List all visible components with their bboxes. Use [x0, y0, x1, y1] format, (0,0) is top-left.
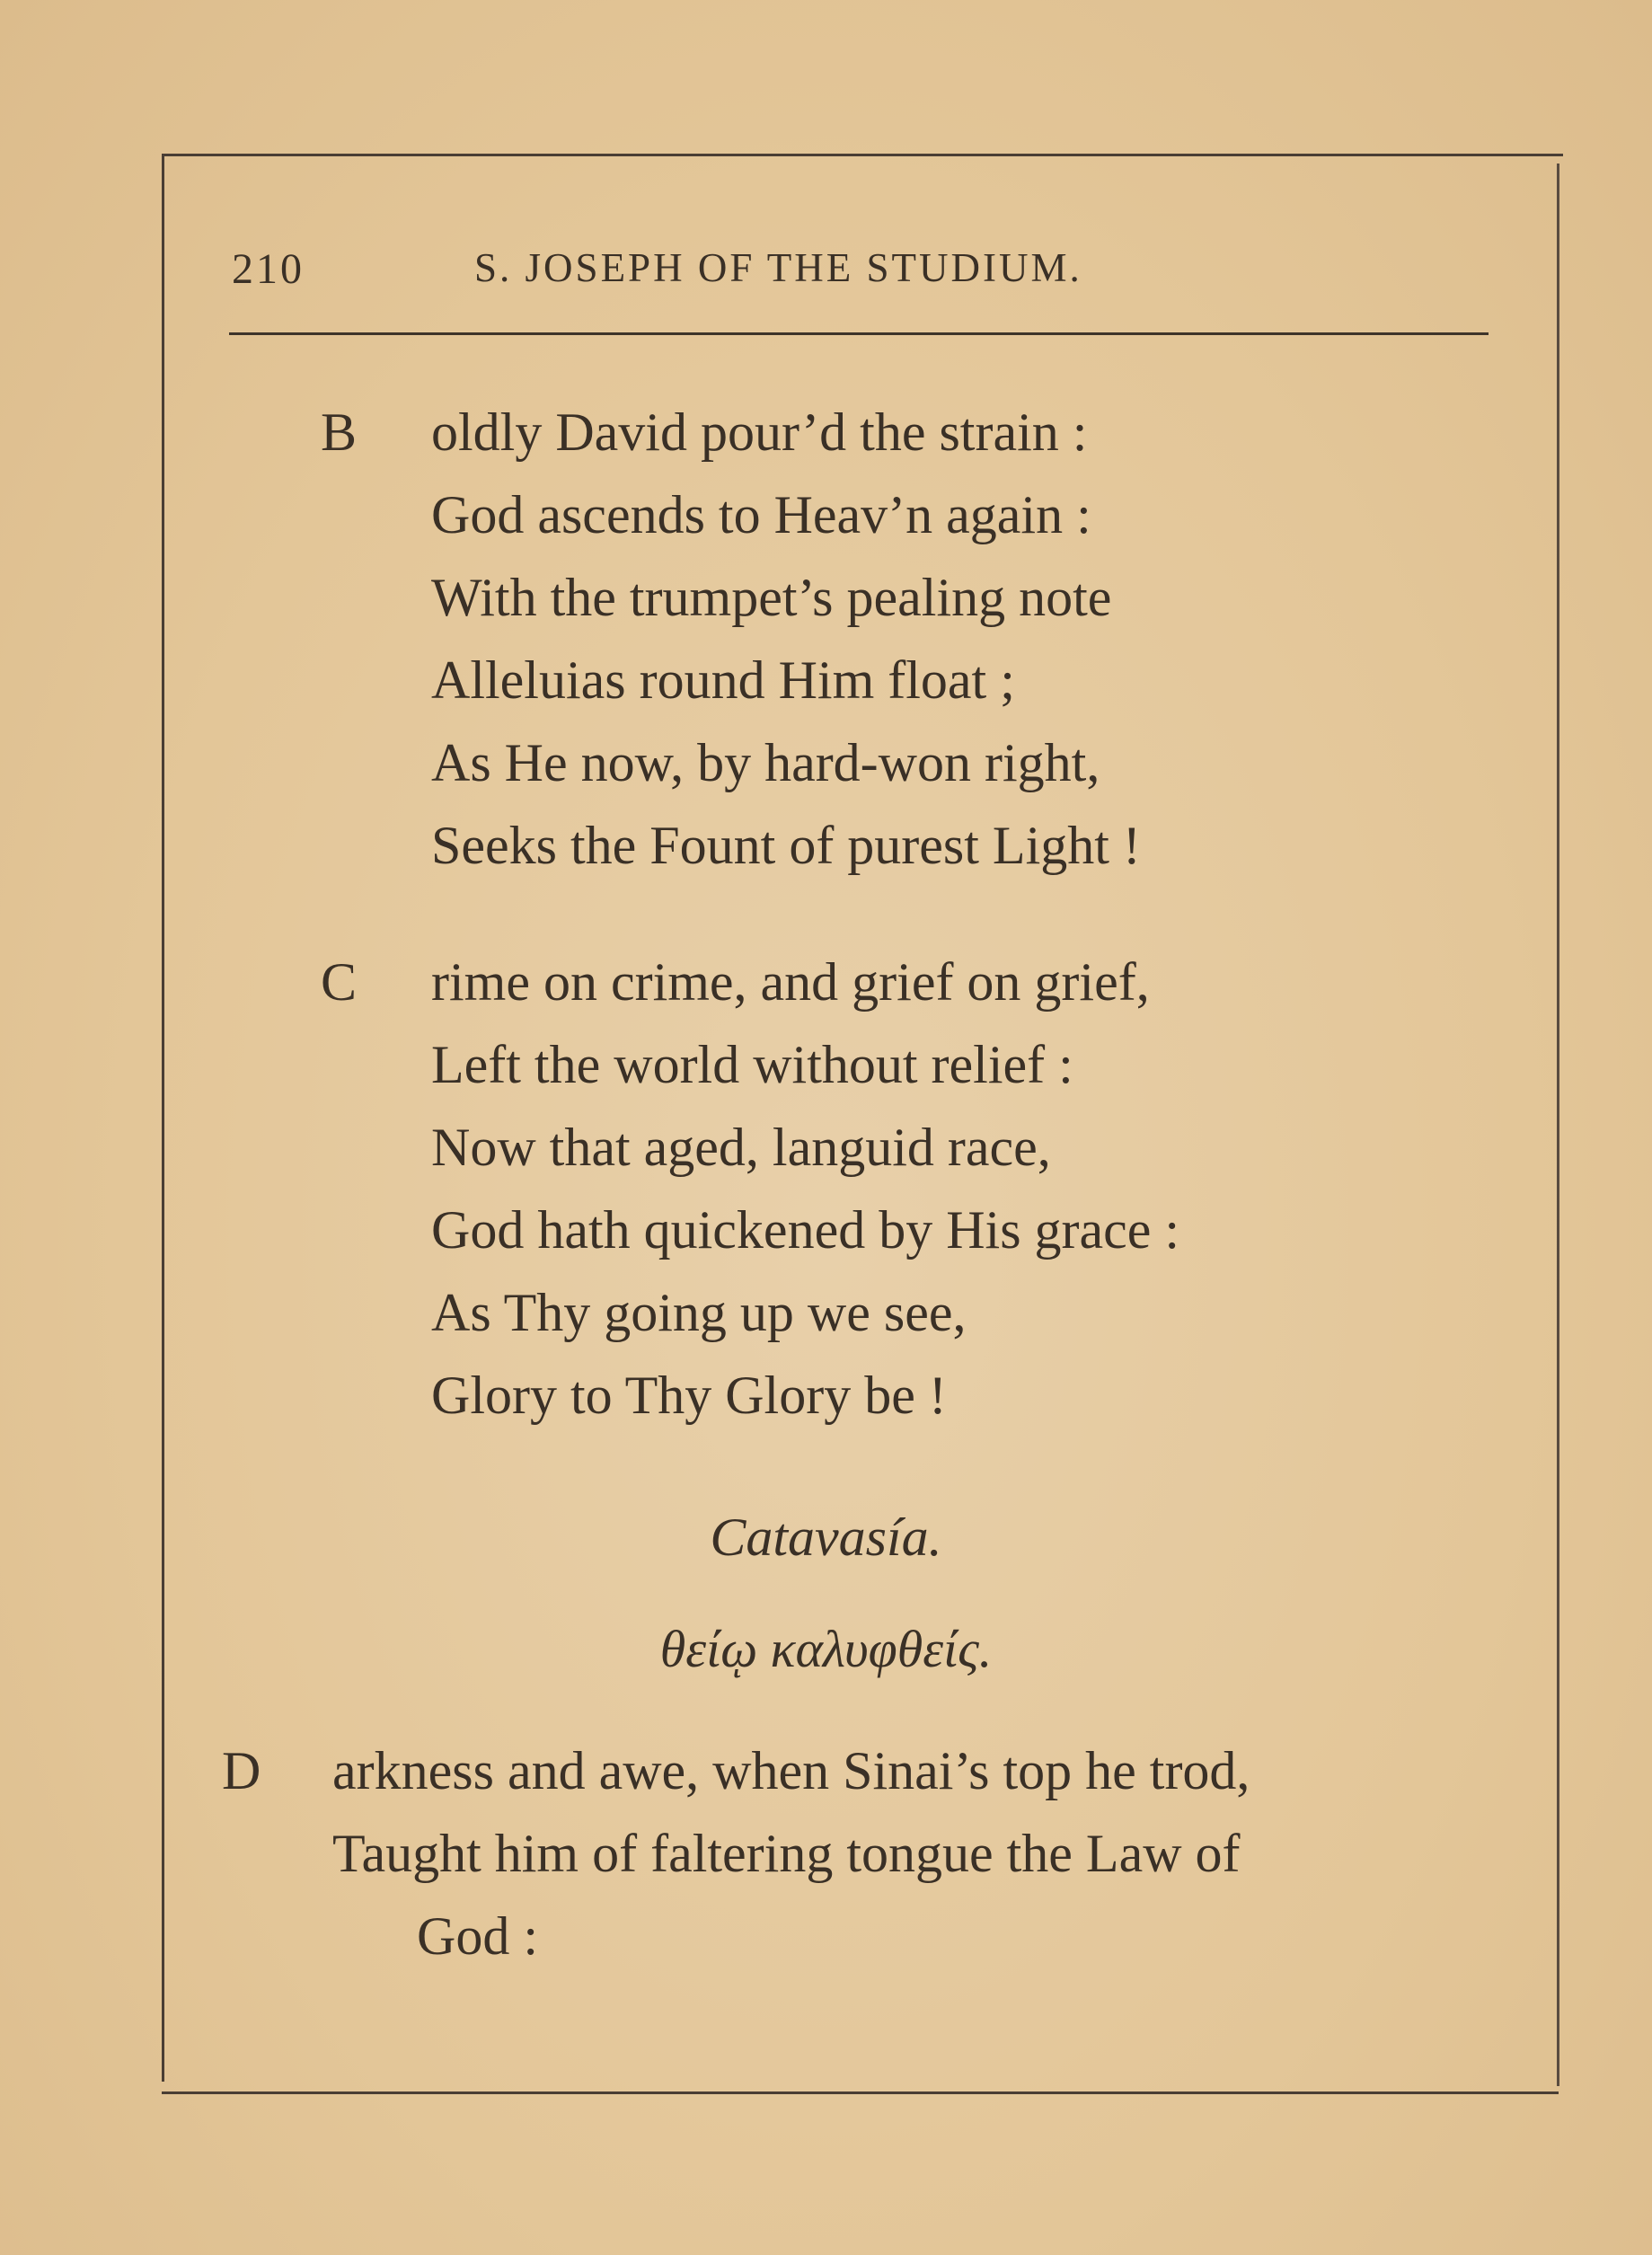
page-frame-bottom-rule: [162, 2091, 1559, 2094]
page-frame-top-rule: [162, 154, 1563, 156]
verse-line: Now that aged, languid race,: [431, 1118, 1051, 1177]
running-head-rule: [229, 332, 1489, 335]
verse-line: As He now, by hard-won right,: [431, 733, 1100, 792]
verse-line: God :: [417, 1906, 538, 1966]
verse-line: rime on crime, and grief on grief,: [431, 952, 1150, 1012]
stanza-d-initial: D: [222, 1741, 261, 1800]
verse-line: God hath quickened by His grace :: [431, 1200, 1180, 1260]
stanza-b: [431, 391, 1141, 887]
verse-line: Left the world without relief :: [431, 1035, 1073, 1094]
verse-line: oldly David pour’d the strain :: [431, 402, 1088, 462]
page-number: 210: [232, 245, 305, 293]
stanza-c-initial: C: [321, 952, 358, 1012]
verse-line: Alleluias round Him float ;: [431, 650, 1015, 710]
verse-line: As Thy going up we see,: [431, 1283, 967, 1342]
page-frame-left-rule: [162, 154, 164, 2082]
catavasia-greek-incipit: θείῳ καλυφθείς.: [659, 1620, 993, 1678]
verse-line: God ascends to Heav’n again :: [431, 485, 1091, 544]
verse-line: With the trumpet’s pealing note: [431, 568, 1112, 627]
catavasia-title: Catavasía.: [710, 1508, 942, 1567]
verse-line: Taught him of faltering tongue the Law of: [332, 1824, 1241, 1883]
stanza-b-initial: B: [321, 402, 358, 462]
page-frame-right-rule: [1557, 164, 1559, 2086]
running-head: [232, 244, 1400, 298]
verse-line: Seeks the Fount of purest Light !: [431, 816, 1141, 875]
verse-line: arkness and awe, when Sinai’s top he trod,: [332, 1741, 1250, 1800]
stanza-d: [332, 1729, 1250, 1977]
stanza-c: [431, 941, 1179, 1437]
running-head-title: S. JOSEPH OF THE STUDIUM.: [474, 245, 1082, 290]
verse-line: Glory to Thy Glory be !: [431, 1366, 947, 1425]
